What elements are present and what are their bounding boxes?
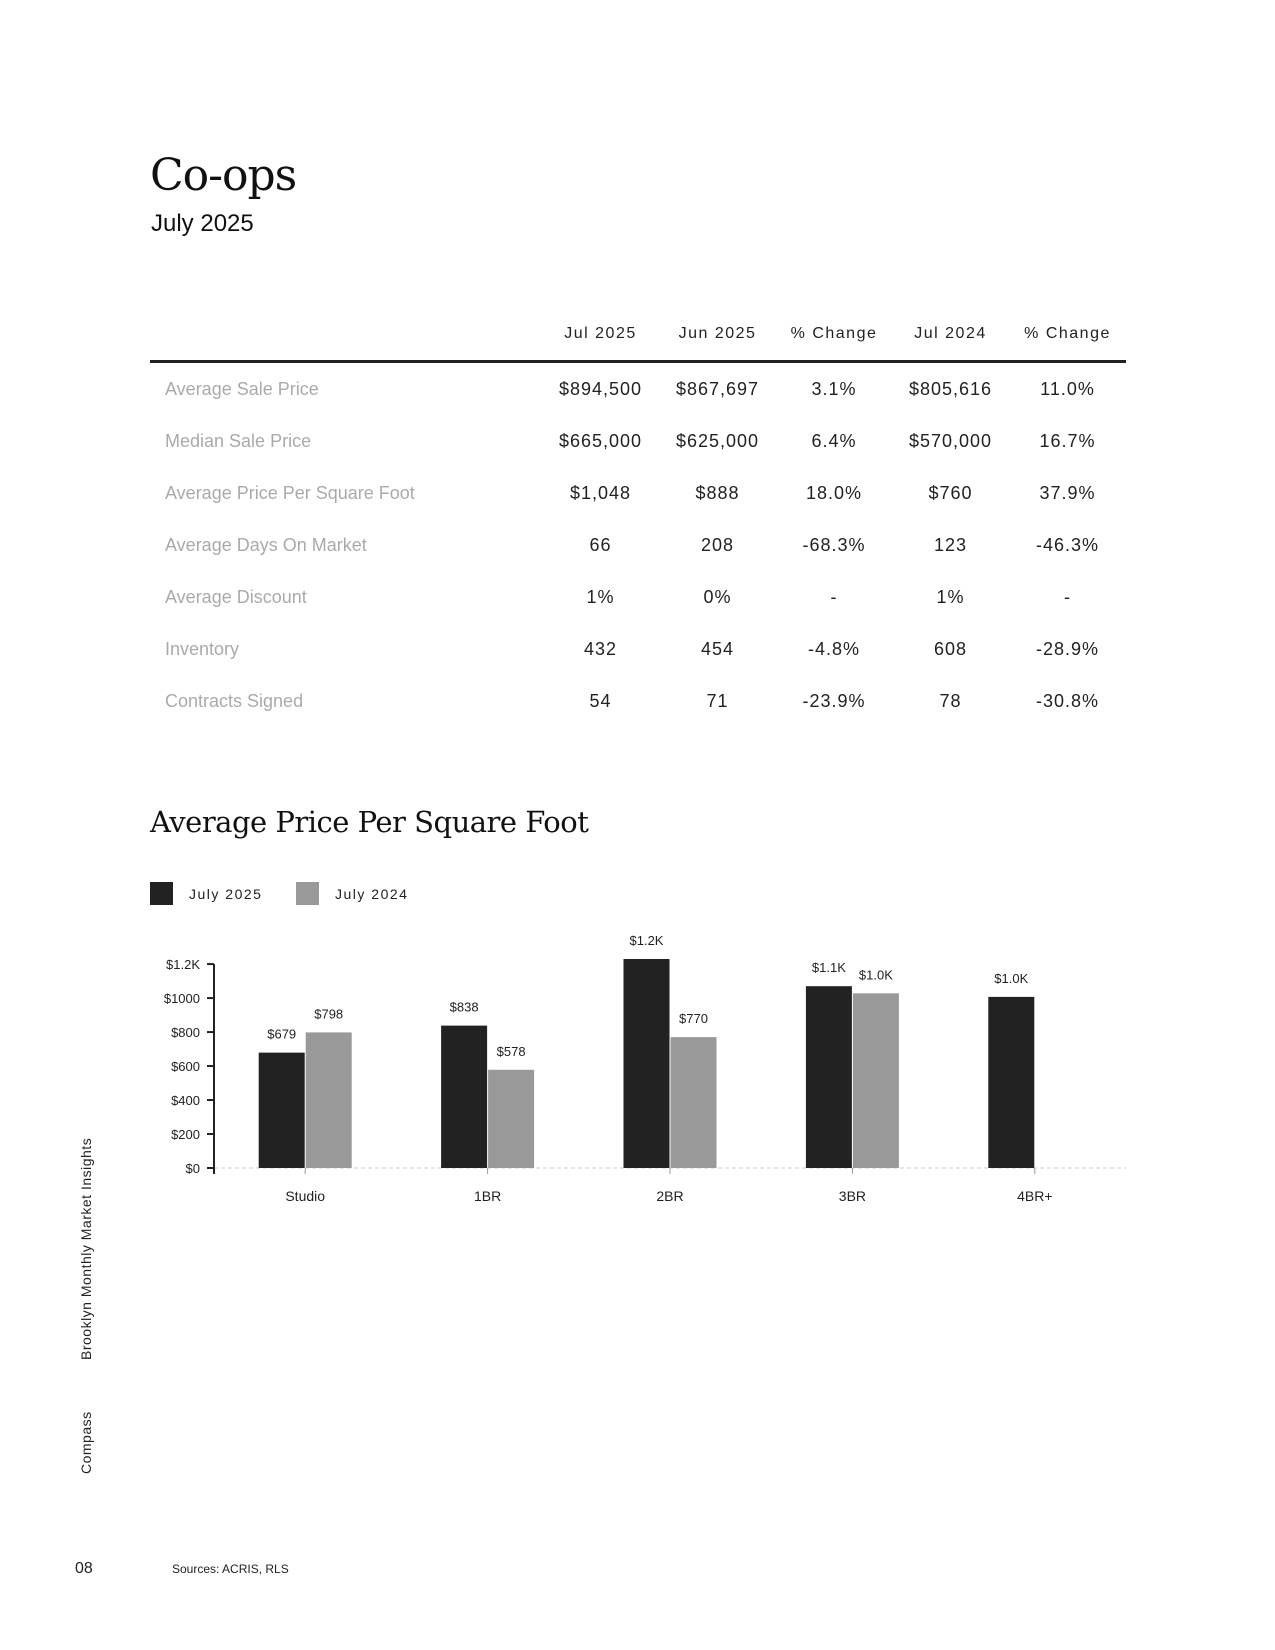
- table-cell: 123: [933, 534, 968, 555]
- table-cell: -: [1064, 586, 1071, 607]
- page-number: 08: [75, 1560, 93, 1577]
- bar-value-label: $798: [314, 1006, 344, 1022]
- bar-value-label: $679: [267, 1026, 297, 1042]
- table-row: [150, 571, 1126, 623]
- row-label: Contracts Signed: [165, 690, 304, 711]
- table-cell: $570,000: [908, 430, 993, 451]
- table-cell: -4.8%: [807, 638, 861, 659]
- table-cell: 0%: [703, 586, 732, 607]
- bar: [671, 1037, 717, 1168]
- bar-value-label: $578: [496, 1043, 526, 1059]
- table-cell: $625,000: [675, 430, 760, 451]
- market-stats-table: [150, 322, 1126, 727]
- table-cell: 432: [583, 638, 618, 659]
- brand-name: Compass: [78, 1411, 94, 1474]
- table-cell: 454: [700, 638, 735, 659]
- x-tick-label: 4BR+: [1017, 1188, 1053, 1204]
- table-header-cell: Jun 2025: [659, 322, 776, 362]
- table-row: [150, 675, 1126, 727]
- price-per-sqft-bar-chart: [0, 900, 1275, 1220]
- row-label: Median Sale Price: [165, 430, 312, 451]
- x-tick-label: 3BR: [838, 1188, 867, 1204]
- x-tick-label: 2BR: [656, 1188, 684, 1204]
- table-cell: 78: [939, 690, 962, 711]
- table-row: [150, 415, 1126, 467]
- bar: [853, 993, 899, 1168]
- table-cell: $867,697: [675, 378, 760, 399]
- table-cell: 54: [589, 690, 612, 711]
- table-cell: $665,000: [558, 430, 643, 451]
- table-cell: $888: [695, 482, 740, 503]
- table-cell: 37.9%: [1039, 482, 1096, 503]
- row-label: Average Days On Market: [165, 534, 367, 555]
- table-header-cell: % Change: [1009, 322, 1126, 362]
- table-cell: 1%: [936, 586, 965, 607]
- table-cell: 66: [589, 534, 612, 555]
- bar-value-label: $838: [449, 999, 479, 1015]
- table-header-cell: % Change: [776, 322, 892, 362]
- bar-value-label: $1.1K: [811, 960, 846, 976]
- bar-value-label: $1.0K: [994, 970, 1029, 986]
- y-tick-label: $600: [171, 1059, 200, 1075]
- x-tick-label: 1BR: [473, 1188, 502, 1204]
- table-row: [150, 519, 1126, 571]
- page-subtitle: July 2025: [151, 210, 254, 237]
- legend-label: July 2024: [335, 885, 409, 902]
- page-title: Co-ops: [150, 150, 297, 201]
- x-tick-label: Studio: [285, 1188, 326, 1204]
- table-cell: 1%: [586, 586, 615, 607]
- table-row: [150, 362, 1126, 416]
- bar: [806, 986, 852, 1168]
- legend-label: July 2025: [189, 885, 263, 902]
- table-cell: -: [830, 586, 838, 607]
- bar-value-label: $770: [679, 1011, 708, 1027]
- bar: [259, 1053, 305, 1168]
- bar: [306, 1032, 352, 1168]
- chart-title: Average Price Per Square Foot: [150, 805, 589, 839]
- table-cell: $894,500: [558, 378, 643, 399]
- table-cell: 3.1%: [811, 378, 857, 399]
- table-cell: 208: [700, 534, 735, 555]
- row-label: Inventory: [165, 638, 240, 659]
- table-cell: 16.7%: [1039, 430, 1096, 451]
- table-header-row: [150, 322, 1126, 362]
- table-header-blank: [150, 322, 542, 362]
- row-label: Average Discount: [165, 586, 307, 607]
- y-tick-label: $200: [171, 1127, 200, 1143]
- table-cell: -30.8%: [1035, 690, 1100, 711]
- table-cell: 71: [706, 690, 729, 711]
- bar: [441, 1026, 487, 1168]
- y-tick-label: $0: [185, 1161, 200, 1176]
- sources-note: Sources: ACRIS, RLS: [172, 1562, 289, 1576]
- bar-value-label: $1.2K: [629, 933, 664, 948]
- bar-value-label: $1.0K: [858, 967, 893, 983]
- y-tick-label: $400: [171, 1093, 200, 1109]
- table-cell: $805,616: [908, 378, 993, 399]
- table-cell: 6.4%: [811, 430, 857, 451]
- table-cell: -46.3%: [1035, 534, 1100, 555]
- table-header-cell: Jul 2025: [542, 322, 659, 362]
- bar: [988, 997, 1034, 1168]
- table-cell: -28.9%: [1035, 638, 1100, 659]
- publication-name: Brooklyn Monthly Market Insights: [78, 1137, 94, 1360]
- table-cell: 18.0%: [805, 482, 863, 503]
- bar: [624, 959, 670, 1168]
- table-cell: 608: [933, 638, 968, 659]
- y-tick-label: $1000: [163, 991, 200, 1007]
- table-cell: $760: [928, 482, 973, 503]
- table-row: [150, 467, 1126, 519]
- row-label: Average Sale Price: [165, 378, 319, 399]
- table-cell: 11.0%: [1040, 378, 1095, 399]
- table-cell: -68.3%: [802, 534, 866, 555]
- y-tick-label: $1.2K: [166, 957, 200, 973]
- row-label: Average Price Per Square Foot: [165, 482, 415, 503]
- table-cell: $1,048: [569, 482, 632, 503]
- table-cell: -23.9%: [802, 690, 866, 711]
- y-tick-label: $800: [171, 1025, 200, 1041]
- table-header-cell: Jul 2024: [892, 322, 1009, 362]
- bar: [488, 1070, 534, 1168]
- table-row: [150, 623, 1126, 675]
